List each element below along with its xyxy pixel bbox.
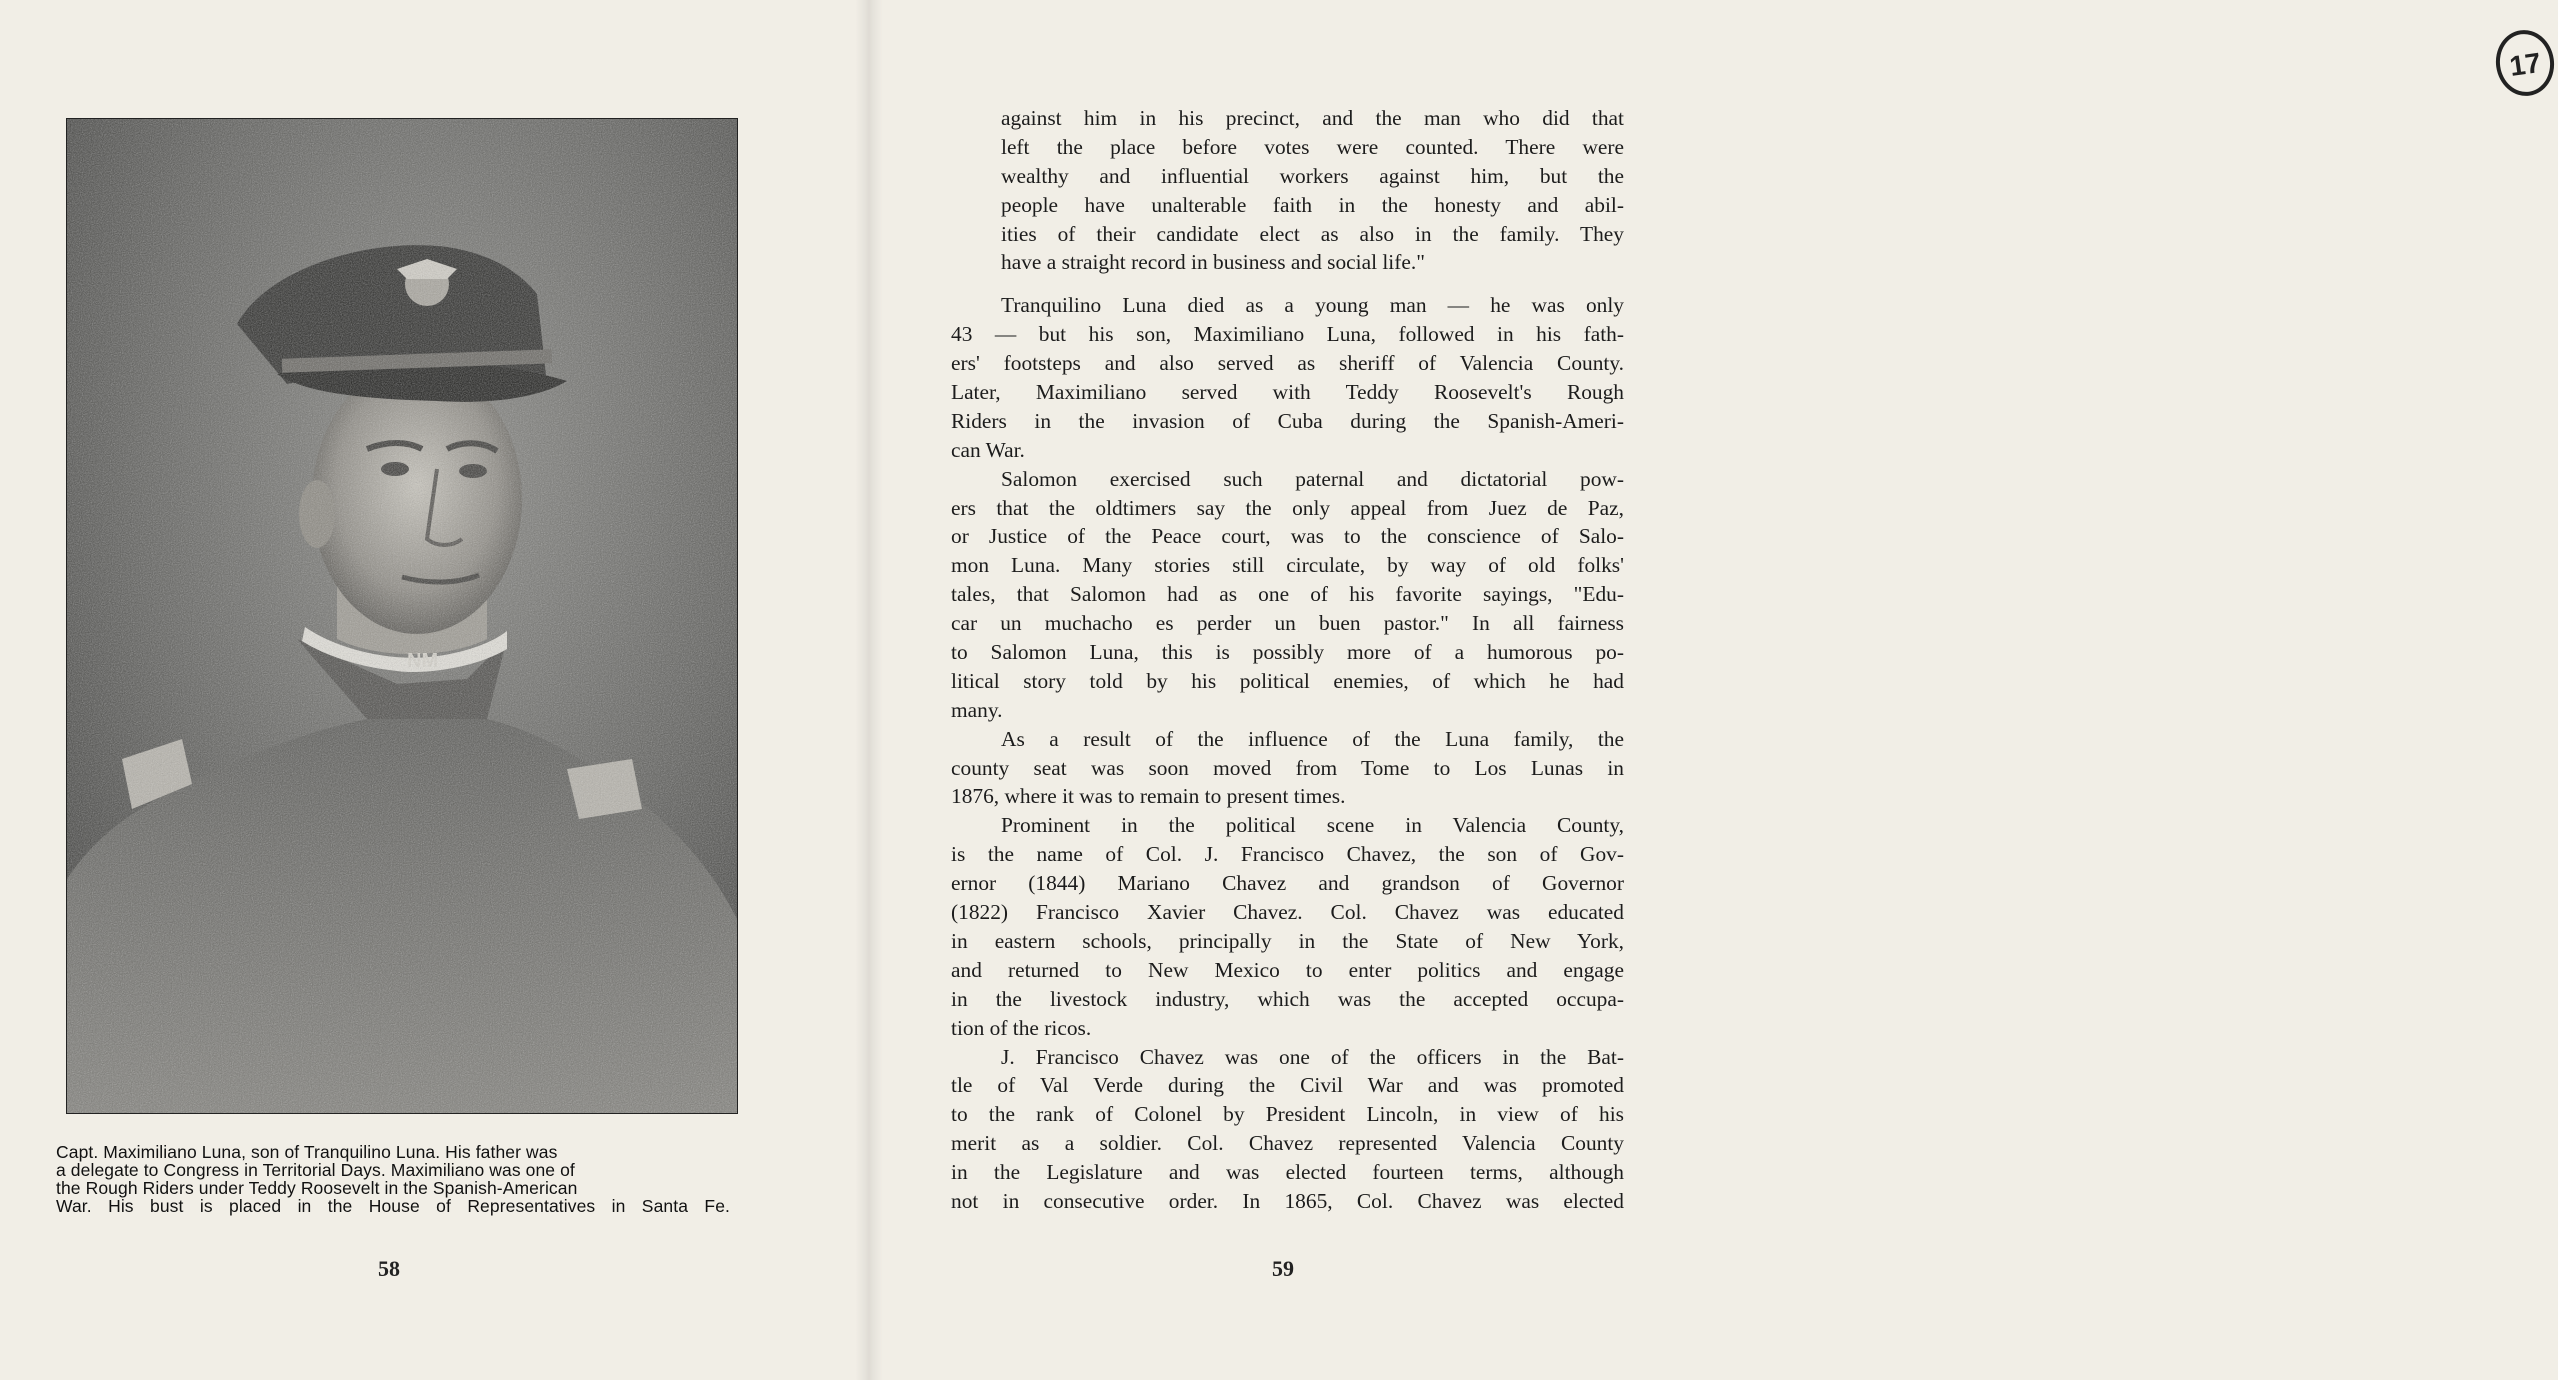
- text-line: 1876, where it was to remain to present times.: [951, 784, 1346, 809]
- text-line: can War.: [951, 437, 1025, 462]
- paragraph: [951, 725, 1624, 812]
- text-line: people have unalterable faith in the honesty and abil-: [1001, 192, 1624, 217]
- text-line: tle of Val Verde during the Civil War and was promoted: [951, 1073, 1624, 1098]
- text-line: in the livestock industry, which was the accepted occupa-: [951, 986, 1624, 1011]
- text-line: (1822) Francisco Xavier Chavez. Col. Chavez was educated: [951, 900, 1624, 925]
- text-line: ernor (1844) Mariano Chavez and grandson of Governor: [951, 871, 1624, 896]
- paragraph: [951, 811, 1624, 1042]
- page-number-right: 59: [1272, 1256, 1294, 1281]
- text-line: in the Legislature and was elected fourteen terms, although: [951, 1160, 1624, 1185]
- text-line: car un muchacho es perder un buen pastor." In all fairness: [951, 611, 1624, 636]
- text-line: wealthy and influential workers against him, but the: [1001, 163, 1624, 188]
- paragraph: [951, 291, 1624, 464]
- text-line: Tranquilino Luna died as a young man — he was only: [1001, 293, 1624, 318]
- paragraph: [951, 1043, 1624, 1216]
- text-line: ers' footsteps and also served as sheriff of Valencia County.: [951, 351, 1624, 376]
- portrait-image: [67, 119, 737, 1113]
- caption-line: Capt. Maximiliano Luna, son of Tranquilino Luna. His father was: [56, 1142, 558, 1162]
- text-line: merit as a soldier. Col. Chavez represented Valencia County: [951, 1131, 1624, 1156]
- page-number-left: 58: [378, 1256, 400, 1281]
- caption-line: the Rough Riders under Teddy Roosevelt in the Spanish-American: [56, 1178, 578, 1198]
- text-line: county seat was soon moved from Tome to Los Lunas in: [951, 755, 1624, 780]
- text-line: not in consecutive order. In 1865, Col. Chavez was elected: [951, 1188, 1624, 1213]
- text-line: is the name of Col. J. Francisco Chavez, the son of Gov-: [951, 842, 1624, 867]
- text-line: to the rank of Colonel by President Lincoln, in view of his: [951, 1102, 1624, 1127]
- text-line: 43 — but his son, Maximiliano Luna, followed in his fath-: [951, 322, 1624, 347]
- text-line: mon Luna. Many stories still circulate, by way of old folks': [951, 553, 1624, 578]
- text-line: litical story told by his political enemies, of which he had: [951, 668, 1624, 693]
- paragraph: [951, 104, 1624, 277]
- text-line: As a result of the influence of the Luna family, the: [1001, 726, 1624, 751]
- caption-line: a delegate to Congress in Territorial Days. Maximiliano was one of: [56, 1160, 575, 1180]
- text-line: to Salomon Luna, this is possibly more of a humorous po-: [951, 640, 1624, 665]
- text-line: Salomon exercised such paternal and dictatorial pow-: [1001, 466, 1624, 491]
- text-line: and returned to New Mexico to enter politics and engage: [951, 957, 1624, 982]
- text-line: Prominent in the political scene in Valencia County,: [1001, 813, 1624, 838]
- text-line: have a straight record in business and social life.": [1001, 250, 1425, 275]
- text-line: many.: [951, 697, 1003, 722]
- caption-line: War. His bust is placed in the House of Representatives in Santa Fe.: [56, 1196, 730, 1216]
- text-line: in eastern schools, principally in the State of New York,: [951, 928, 1624, 953]
- text-line: tion of the ricos.: [951, 1015, 1092, 1040]
- text-line: against him in his precinct, and the man who did that: [1001, 106, 1624, 130]
- circled-page-mark: 17: [2492, 26, 2558, 99]
- text-line: ities of their candidate elect as also in the family. They: [1001, 221, 1624, 246]
- left-page: [0, 0, 866, 1380]
- text-line: ers that the oldtimers say the only appeal from Juez de Paz,: [951, 495, 1624, 520]
- paragraph: [951, 465, 1624, 725]
- text-line: or Justice of the Peace court, was to the conscience of Salo-: [951, 524, 1624, 549]
- text-line: tales, that Salomon had as one of his favorite sayings, "Edu-: [951, 582, 1624, 607]
- text-line: J. Francisco Chavez was one of the officers in the Bat-: [1001, 1044, 1624, 1069]
- paragraph-gap: [951, 277, 1624, 291]
- body-text: [951, 104, 1624, 1216]
- text-line: left the place before votes were counted. There were: [1001, 134, 1624, 159]
- text-line: Riders in the invasion of Cuba during the Spanish-Ameri-: [951, 408, 1624, 433]
- portrait-photo: [66, 118, 738, 1114]
- photo-caption: [56, 1143, 730, 1215]
- text-line: Later, Maximiliano served with Teddy Roosevelt's Rough: [951, 380, 1624, 405]
